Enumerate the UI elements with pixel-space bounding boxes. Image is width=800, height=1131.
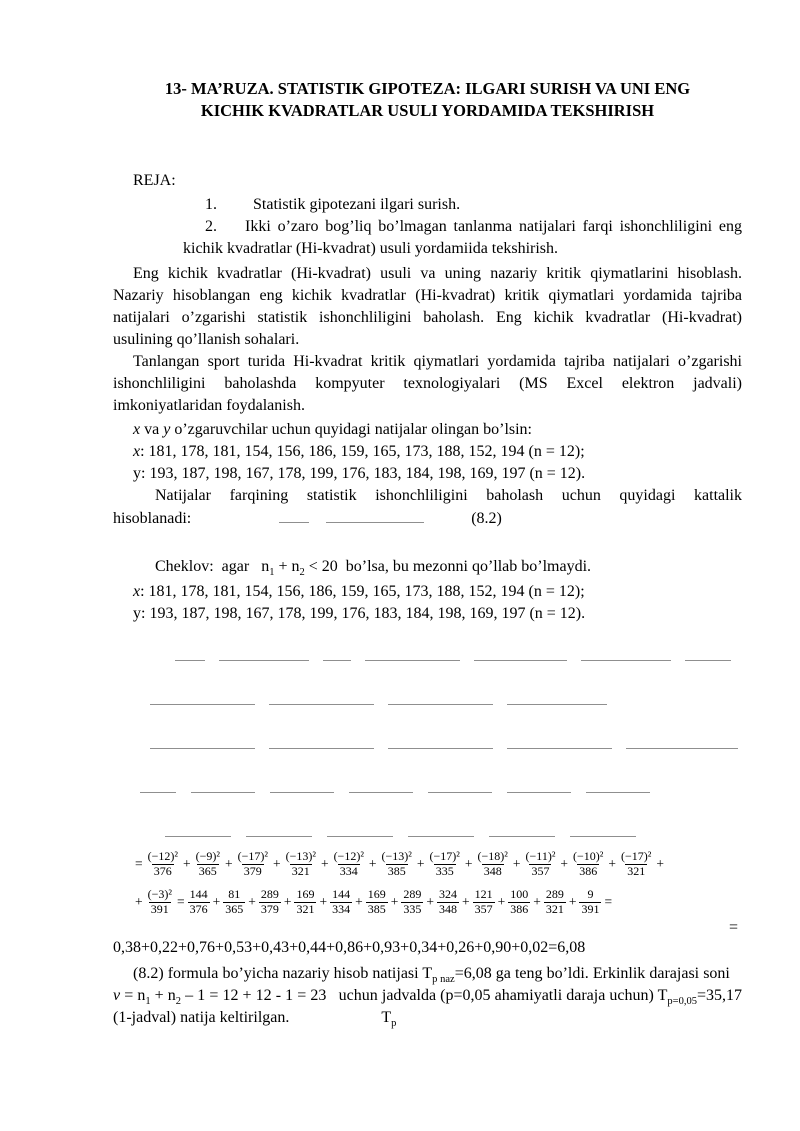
n-subscript-1: 1 — [145, 996, 151, 1008]
equation-placeholder — [219, 645, 309, 661]
variables-intro-line — [113, 419, 742, 441]
fraction-numerator: 144 — [332, 886, 351, 901]
fraction-denominator: 379 — [260, 901, 279, 916]
fraction-numerator: 81 — [228, 886, 241, 901]
paragraph-sport-application: Tanlangan sport turida Hi-kvadrat kritik qiymatlari yordamida tajriba natijalari o’zgarishi ishonchliligini baholashda kompyuter texnologiyalari (MS Excel elektron jadvali) imkoniyatlaridan foydalanish. — [113, 353, 742, 414]
equation-placeholder — [326, 507, 424, 523]
plan-heading: REJA: — [133, 172, 176, 189]
fraction-numerator: 289 — [403, 886, 422, 901]
fraction-numerator: 9 — [587, 886, 594, 901]
equation-placeholder — [165, 821, 231, 837]
equation-placeholder — [586, 777, 650, 793]
fraction-denominator: 348 — [438, 901, 457, 916]
fraction-sequence-2a — [145, 888, 175, 917]
equation-placeholder — [150, 733, 255, 749]
fraction — [236, 850, 270, 879]
equation-placeholder — [269, 733, 374, 749]
fraction-sequence-2b — [187, 888, 603, 917]
fraction-denominator: 335 — [403, 901, 422, 916]
equation-placeholder — [246, 821, 312, 837]
cheklov-text-3: < 20 bo’lsa, bu mezonni qo’llab bo’lmaydi. — [304, 558, 592, 575]
fraction — [544, 888, 566, 917]
fraction-numerator: 289 — [260, 886, 279, 901]
equation-placeholder — [327, 821, 393, 837]
fraction-denominator: 391 — [581, 901, 600, 916]
fraction-denominator: 379 — [243, 863, 262, 878]
chi-square-formula — [113, 847, 742, 919]
equation-placeholder — [507, 689, 607, 705]
t-subscript-p: p — [391, 1018, 397, 1030]
t-subscript-p-naz: p naz — [432, 974, 455, 986]
fraction — [366, 888, 388, 917]
fraction-denominator: 348 — [483, 863, 502, 878]
plus-operator: + — [319, 894, 328, 909]
fraction-denominator: 385 — [367, 901, 386, 916]
equation-placeholder — [581, 645, 671, 661]
equation-placeholder — [507, 733, 612, 749]
plus-operator: + — [355, 894, 363, 909]
fraction — [223, 888, 245, 917]
conclusion-text-1: (8.2) formula bo’yicha nazariy hisob natijasi T — [133, 965, 433, 982]
fraction-denominator: 365 — [198, 863, 217, 878]
fraction-numerator: (−13)² — [381, 848, 412, 863]
fraction — [284, 850, 318, 879]
fraction-numerator: (−9)² — [195, 848, 220, 863]
fraction-numerator: (−17)² — [429, 848, 460, 863]
y-series-label: y — [133, 605, 141, 622]
y-series-line-2 — [113, 603, 742, 625]
fraction-numerator: (−18)² — [477, 848, 508, 863]
plus-operator: + — [390, 894, 399, 909]
x-series-label: x — [133, 583, 141, 600]
fraction-numerator: (−17)² — [621, 848, 652, 863]
cheklov-sub-1: 1 — [269, 567, 275, 579]
nu-symbol: ν — [113, 987, 121, 1004]
fraction — [330, 888, 352, 917]
equation-placeholder — [388, 733, 493, 749]
fraction — [508, 888, 530, 917]
equation-placeholder — [626, 733, 738, 749]
fraction-numerator: (−3)² — [147, 886, 172, 901]
y-series-values: : 193, 187, 198, 167, 178, 199, 176, 183, 184, 198, 169, 197 (n = 12). — [141, 465, 586, 482]
fraction — [428, 850, 462, 879]
equation-placeholder-row — [175, 639, 742, 661]
fraction — [473, 888, 495, 917]
fraction-numerator: (−17)² — [237, 848, 268, 863]
lecture-title — [113, 78, 742, 122]
equation-placeholder — [140, 777, 176, 793]
plus-operator: + — [533, 894, 541, 909]
fraction — [401, 888, 423, 917]
equation-placeholder-row — [140, 771, 742, 793]
paragraph-method-overview: Eng kichik kvadratlar (Hi-kvadrat) usuli va uning nazariy kritik qiymatlarini hisoblash. Nazariy hisoblangan eng kichik kvadratlar (Hi-kvadrat) kritik qiymatlari yordamida tajriba natijalari o’zgarishi statistik ishonchliligini baholash. Eng kichik kvadratlar (Hi-kvadrat) usulining qo’llanish sohalari. — [113, 265, 742, 348]
equation-placeholder-row — [165, 815, 742, 837]
x-series-values: : 181, 178, 181, 154, 156, 186, 159, 165, 173, 188, 152, 194 (n = 12); — [140, 583, 585, 600]
fraction — [294, 888, 316, 917]
fraction — [332, 850, 366, 879]
fraction-denominator: 376 — [153, 863, 172, 878]
conclusion-text-2b: = n — [120, 987, 146, 1004]
equals-operator: = — [176, 894, 185, 909]
conclusion-text-2: =6,08 ga teng bo’ldi. Erkinlik darajasi soni — [454, 965, 743, 982]
plus-operator: + — [416, 856, 425, 871]
fraction-numerator: 169 — [296, 886, 315, 901]
intro-rest-text: o’zgaruvchilar uchun quyidagi natijalar olingan bo’lsin: — [170, 421, 532, 438]
equation-placeholder — [365, 645, 460, 661]
plus-operator: + — [512, 856, 521, 871]
conclusion-text-6: T — [381, 1009, 392, 1026]
fraction — [579, 888, 601, 917]
plan-item-1-number: 1. — [205, 196, 217, 213]
fraction — [380, 850, 414, 879]
conclusion-paragraph — [113, 963, 742, 1029]
x-series-label: x — [133, 443, 141, 460]
equation-placeholder — [388, 689, 493, 705]
fraction — [146, 850, 180, 879]
trailing-equals: = — [728, 919, 738, 936]
plus-operator: + — [320, 856, 329, 871]
equation-placeholder — [408, 821, 474, 837]
y-series-label: y — [133, 465, 141, 482]
formula-line-1 — [133, 847, 742, 881]
fraction — [571, 850, 605, 879]
fraction-numerator: (−12)² — [333, 848, 364, 863]
fraction-numerator: 144 — [189, 886, 208, 901]
plus-operator: + — [368, 856, 377, 871]
conclusion-text-4: – 1 = 12 + 12 - 1 = 23 uchun jadvalda (p=0,05 ahamiyatli daraja uchun) T — [181, 987, 668, 1004]
equation-placeholder — [507, 777, 571, 793]
equation-placeholder-row — [150, 727, 742, 749]
fraction-denominator: 321 — [291, 863, 310, 878]
equation-reference: (8.2) — [471, 510, 502, 527]
equation-placeholder-row — [150, 683, 742, 705]
cheklov-text-2: + n — [274, 558, 300, 575]
conclusion-text-3: + n — [150, 987, 176, 1004]
y-series-line-1 — [113, 463, 742, 485]
fraction-denominator: 386 — [579, 863, 598, 878]
plus-operator: + — [568, 894, 577, 909]
fraction-numerator: 324 — [438, 886, 457, 901]
plus-operator: + — [464, 856, 473, 871]
fraction-denominator: 365 — [225, 901, 244, 916]
fraction-numerator: (−13)² — [285, 848, 316, 863]
fraction-denominator: 385 — [387, 863, 406, 878]
fraction-denominator: 357 — [531, 863, 550, 878]
decimal-sum-line: 0,38+0,22+0,76+0,53+0,43+0,44+0,86+0,93+0,34+0,26+0,90+0,02=6,08 — [113, 939, 586, 956]
fraction — [619, 850, 653, 879]
fraction — [524, 850, 558, 879]
equation-placeholder — [323, 645, 351, 661]
fraction-denominator: 391 — [150, 901, 169, 916]
fraction-sequence-1 — [145, 850, 655, 879]
x-series-values: : 181, 178, 181, 154, 156, 186, 159, 165, 173, 188, 152, 194 (n = 12); — [140, 443, 585, 460]
cheklov-line — [113, 556, 742, 578]
fraction-numerator: (−12)² — [147, 848, 178, 863]
plan-item-2-text: Ikki o’zaro bog’liq bo’lmagan tanlanma natijalari farqi ishonchliligini eng kichik kvadratlar (Hi-kvadrat) usuli yordamiida tekshirish. — [183, 218, 742, 257]
equation-placeholder — [489, 821, 555, 837]
equals-operator: = — [135, 856, 143, 871]
plus-operator: + — [560, 856, 569, 871]
plan-item-2 — [183, 216, 742, 260]
title-line-2: KICHIK KVADRATLAR USULI YORDAMIDA TEKSHIRISH — [200, 101, 655, 120]
intro-mid-text: va — [140, 421, 164, 438]
plus-operator: + — [182, 856, 191, 871]
fraction-numerator: (−11)² — [525, 848, 556, 863]
fraction-denominator: 321 — [296, 901, 315, 916]
equation-placeholder — [150, 689, 255, 705]
plus-operator: + — [283, 894, 292, 909]
equation-placeholder — [269, 689, 374, 705]
formula-line-2 — [133, 885, 742, 919]
conclusion-text-5: =35,17 (1-jadval) natija keltirilgan. — [113, 987, 742, 1026]
t-subscript-p005: p=0,05 — [667, 996, 697, 1008]
title-line-1: 13- MA’RUZA. STATISTIK GIPOTEZA: ILGARI SURISH VA UNI ENG — [164, 79, 691, 98]
equals-operator: = — [604, 894, 613, 909]
equation-placeholder — [175, 645, 205, 661]
fraction-numerator: 289 — [545, 886, 564, 901]
cheklov-sub-2: 2 — [299, 567, 305, 579]
fraction-denominator: 321 — [627, 863, 646, 878]
equation-placeholder — [474, 645, 567, 661]
fraction — [259, 888, 281, 917]
plus-operator: + — [272, 856, 281, 871]
equation-placeholder — [685, 645, 731, 661]
plus-operator: + — [248, 894, 256, 909]
n-subscript-2: 2 — [175, 996, 182, 1008]
equation-placeholder — [191, 777, 255, 793]
fraction — [437, 888, 459, 917]
fraction — [188, 888, 210, 917]
plan-item-2-number: 2. — [205, 218, 217, 235]
x-series-line-2 — [113, 581, 742, 603]
plan-item-1 — [183, 194, 742, 216]
hisoblanadi-label: hisoblanadi: — [113, 510, 192, 527]
fraction — [476, 850, 510, 879]
plus-operator: + — [135, 894, 143, 909]
natijalar-line-1: Natijalar farqining statistik ishonchliligini baholash uchun quyidagi kattalik — [155, 487, 742, 504]
plus-operator: + — [212, 894, 221, 909]
fraction-numerator: (−10)² — [573, 848, 604, 863]
plan-item-1-text: Statistik gipotezani ilgari surish. — [253, 196, 461, 213]
fraction — [194, 850, 222, 879]
natijalar-line-2 — [113, 507, 742, 530]
plus-operator: + — [656, 856, 665, 871]
equation-placeholder — [428, 777, 492, 793]
plus-operator: + — [426, 894, 434, 909]
plus-operator: + — [461, 894, 470, 909]
equation-placeholder — [279, 507, 309, 523]
plus-operator: + — [608, 856, 617, 871]
fraction — [146, 888, 174, 917]
fraction-numerator: 121 — [474, 886, 493, 901]
y-series-values: : 193, 187, 198, 167, 178, 199, 176, 183, 184, 198, 169, 197 (n = 12). — [141, 605, 586, 622]
cheklov-text-1: Cheklov: agar n — [155, 558, 270, 575]
fraction-denominator: 386 — [510, 901, 529, 916]
fraction-denominator: 334 — [339, 863, 358, 878]
equation-placeholder — [570, 821, 636, 837]
plus-operator: + — [497, 894, 506, 909]
fraction-denominator: 376 — [189, 901, 208, 916]
plus-operator: + — [224, 856, 233, 871]
equation-placeholder — [270, 777, 334, 793]
x-series-line-1 — [113, 441, 742, 463]
fraction-denominator: 335 — [435, 863, 454, 878]
fraction-denominator: 321 — [545, 901, 564, 916]
fraction-denominator: 357 — [474, 901, 493, 916]
fraction-numerator: 100 — [510, 886, 529, 901]
fraction-numerator: 169 — [367, 886, 386, 901]
variable-x: x — [133, 421, 141, 438]
variable-y: y — [163, 421, 171, 438]
equation-placeholder — [349, 777, 413, 793]
fraction-denominator: 334 — [332, 901, 351, 916]
